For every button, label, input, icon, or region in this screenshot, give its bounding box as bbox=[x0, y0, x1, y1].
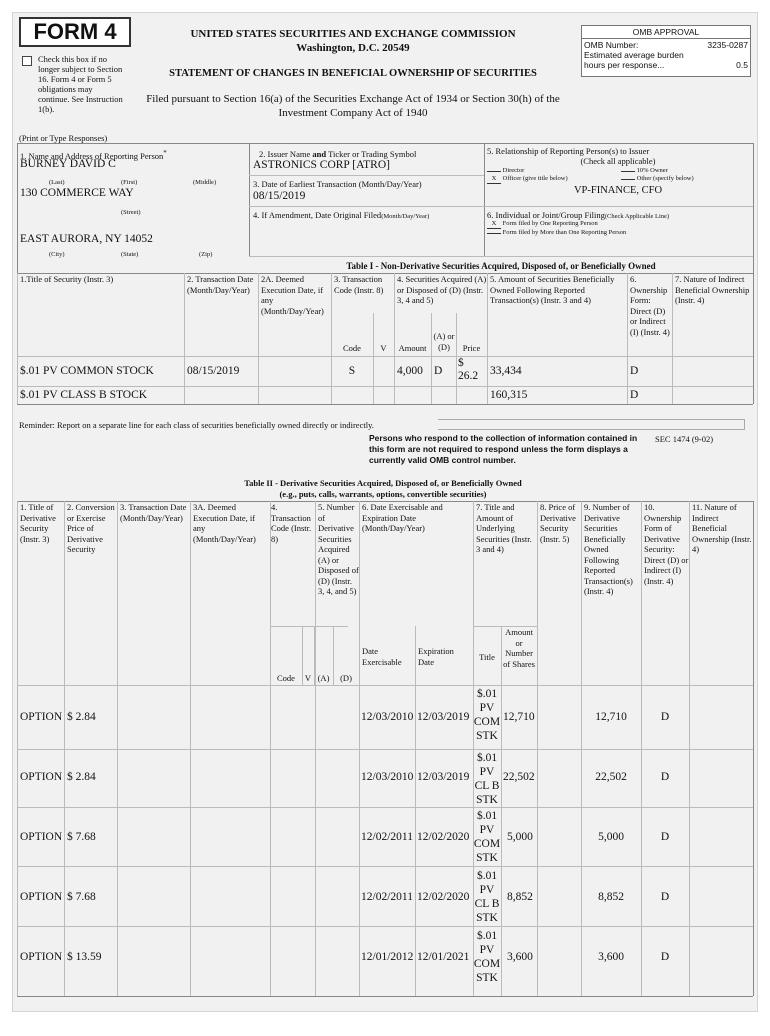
t2-row-underlying: $.01 PV CL B STK bbox=[474, 752, 500, 806]
city-label: (City) bbox=[49, 251, 65, 258]
t2-row-owned: 8,852 bbox=[598, 891, 624, 903]
t2-header-underlying: 7. Title and Amount of Underlying Securities (Instr. 3 and 4) bbox=[476, 502, 532, 554]
t1-sub-a-or-d: (A) or (D) bbox=[433, 331, 455, 352]
ten-percent-owner-option bbox=[621, 167, 668, 175]
t2-row-expiration: 12/03/2019 bbox=[417, 711, 470, 723]
t1-row-code: S bbox=[348, 365, 356, 377]
ten-percent-owner-mark[interactable] bbox=[621, 171, 635, 172]
t2-row-ownership-form: D bbox=[660, 771, 670, 783]
reporting-person-street: 130 COMMERCE WAY bbox=[20, 187, 134, 199]
t2-row-price: $ 2.84 bbox=[67, 771, 96, 783]
t2-row-shares: 12,710 bbox=[503, 711, 535, 723]
t1-row-owned: 160,315 bbox=[490, 389, 528, 401]
no-longer-subject-checkbox[interactable] bbox=[22, 56, 32, 66]
middle-label: (Middle) bbox=[193, 179, 217, 186]
box6-label-small: (Check Applicable Line) bbox=[604, 213, 670, 220]
ten-percent-owner-label: 10% Owner bbox=[636, 167, 668, 174]
t2-row-exercisable: 12/02/2011 bbox=[361, 891, 413, 903]
t2-row-underlying: $.01 PV COM STK bbox=[473, 810, 501, 864]
t2-row-shares: 3,600 bbox=[507, 951, 533, 963]
zip-label: (Zip) bbox=[199, 251, 213, 258]
t2-header-nature: 11. Nature of Indirect Beneficial Ownership (Instr. 4) bbox=[692, 502, 752, 554]
officer-mark[interactable]: X bbox=[487, 175, 501, 184]
t1-sub-price: Price bbox=[462, 343, 481, 353]
t2-row-price: $ 7.68 bbox=[67, 831, 96, 843]
t1-row-a-or-d: D bbox=[434, 365, 443, 377]
t2-row-expiration: 12/03/2019 bbox=[417, 771, 470, 783]
table2-title: Table II - Derivative Securities Acquired, Disposed of, or Beneficially Owned bbox=[244, 478, 522, 488]
t1-header-title: 1.Title of Security (Instr. 3) bbox=[20, 274, 114, 284]
form-4-page bbox=[12, 12, 758, 1012]
earliest-transaction-date: 08/15/2019 bbox=[253, 190, 306, 202]
box3-label: 3. Date of Earliest Transaction (Month/Day/Year) bbox=[253, 179, 422, 189]
t2-sub-code: Code bbox=[277, 673, 295, 683]
box2-label-a: 2. Issuer Name bbox=[259, 149, 311, 159]
omb-hours-label: hours per response... bbox=[584, 60, 665, 70]
t2-row-title: OPTION bbox=[20, 951, 63, 963]
t2-sub-amount-shares: Amount or Number of Shares bbox=[503, 627, 535, 669]
t2-sub-expiration-date: Expiration Date bbox=[418, 646, 454, 667]
t1-sub-code: Code bbox=[343, 343, 361, 353]
box5-label: 5. Relationship of Reporting Person(s) to Issuer bbox=[487, 146, 650, 156]
t2-sub-d: (D) bbox=[340, 673, 352, 683]
t1-header-ownership-form: 6. Ownership Form: Direct (D) or Indirect (I) (Instr. 4) bbox=[630, 274, 670, 337]
t1-header-amount-owned: 5. Amount of Securities Beneficially Owned Following Reported Transaction(s) (Instr. 3 and 4) bbox=[490, 274, 615, 305]
director-mark[interactable] bbox=[487, 171, 501, 172]
last-label: (Last) bbox=[49, 179, 65, 186]
one-reporting-person-mark[interactable]: X bbox=[487, 220, 501, 229]
omb-approval-box bbox=[581, 25, 751, 77]
more-reporting-persons-mark[interactable] bbox=[487, 233, 501, 234]
box2-label bbox=[259, 149, 416, 159]
t2-row-underlying: $.01 PV COM STK bbox=[473, 930, 501, 984]
issuer-name-ticker: ASTRONICS CORP [ATRO] bbox=[253, 159, 390, 171]
t1-row-ownership-form: D bbox=[630, 365, 639, 377]
officer-option bbox=[487, 175, 568, 184]
t2-header-transaction-code: 4. Transaction Code (Instr. 8) bbox=[271, 502, 312, 544]
box1-label-text: 1. Name and Address of Reporting Person bbox=[20, 150, 164, 161]
other-option bbox=[621, 175, 694, 183]
t2-row-title: OPTION bbox=[20, 771, 63, 783]
first-label: (First) bbox=[121, 179, 138, 186]
omb-approval-title: OMB APPROVAL bbox=[582, 26, 750, 39]
t2-row-owned: 3,600 bbox=[598, 951, 624, 963]
box2-label-b: Ticker or Trading Symbol bbox=[328, 149, 417, 159]
director-label: Director bbox=[502, 167, 525, 174]
t2-row-title: OPTION bbox=[20, 891, 63, 903]
t2-header-ownership-form: 10. Ownership Form of Derivative Security: Direct (D) or Indirect (I) (Instr. 4) bbox=[644, 502, 689, 586]
t2-row-expiration: 12/02/2020 bbox=[417, 831, 470, 843]
filed-pursuant-line-1: Filed pursuant to Section 16(a) of the Securities Exchange Act of 1934 or Section 30(h) of the bbox=[146, 93, 560, 105]
t2-row-price: $ 2.84 bbox=[67, 711, 96, 723]
t1-header-deemed-date: 2A. Deemed Execution Date, if any (Month/Day/Year) bbox=[261, 274, 324, 316]
t2-sub-title: Title bbox=[479, 652, 495, 662]
t2-header-conversion-price: 2. Conversion or Exercise Price of Derivative Security bbox=[67, 502, 115, 554]
box4-label bbox=[253, 210, 429, 221]
state-label: (State) bbox=[121, 251, 139, 258]
more-reporting-persons-label: Form filed by More than One Reporting Person bbox=[502, 229, 627, 236]
box6-label bbox=[487, 210, 669, 221]
t1-header-transaction-date: 2. Transaction Date (Month/Day/Year) bbox=[187, 274, 254, 295]
one-reporting-person-option bbox=[487, 220, 598, 229]
t1-row-amount: 4,000 bbox=[397, 365, 423, 377]
t2-row-shares: 8,852 bbox=[507, 891, 533, 903]
filed-pursuant-line-2: Investment Company Act of 1940 bbox=[278, 107, 428, 119]
t2-header-exercisable-expiration: 6. Date Exercisable and Expiration Date (Month/Day/Year) bbox=[362, 502, 443, 533]
t2-sub-date-exercisable: Date Exercisable bbox=[362, 646, 402, 667]
box5-sub: (Check all applicable) bbox=[580, 156, 656, 166]
t1-header-securities-acquired: 4. Securities Acquired (A) or Disposed of (D) (Instr. 3, 4 and 5) bbox=[397, 274, 487, 305]
other-mark[interactable] bbox=[621, 179, 635, 180]
t2-row-expiration: 12/01/2021 bbox=[417, 951, 470, 963]
box6-label-text: 6. Individual or Joint/Group Filing bbox=[487, 210, 605, 220]
box4-label-small: (Month/Day/Year) bbox=[381, 213, 430, 220]
t2-header-price: 8. Price of Derivative Security (Instr. 5) bbox=[540, 502, 576, 544]
reporting-person-name: BURNEY DAVID C bbox=[20, 158, 116, 170]
agency-location: Washington, D.C. 20549 bbox=[296, 42, 410, 54]
t2-sub-v: V bbox=[304, 673, 312, 683]
t2-row-price: $ 7.68 bbox=[67, 891, 96, 903]
reminder-divider bbox=[438, 419, 745, 430]
t2-header-owned: 9. Number of Derivative Securities Beneficially Owned Following Reported Transaction(s) (Instr. 4) bbox=[584, 502, 633, 596]
other-label: Other (specify below) bbox=[636, 175, 694, 182]
t2-header-transaction-date: 3. Transaction Date (Month/Day/Year) bbox=[120, 502, 187, 523]
t2-header-title: 1. Title of Derivative Security (Instr. 3) bbox=[20, 502, 56, 544]
officer-label: Officer (give title below) bbox=[502, 175, 568, 182]
omb-burden-label: Estimated average burden bbox=[584, 50, 684, 60]
statement-title: STATEMENT OF CHANGES IN BENEFICIAL OWNERSHIP OF SECURITIES bbox=[169, 68, 537, 79]
t2-row-shares: 5,000 bbox=[507, 831, 533, 843]
t2-row-exercisable: 12/03/2010 bbox=[361, 771, 414, 783]
director-option bbox=[487, 167, 524, 175]
t2-row-owned: 5,000 bbox=[598, 831, 624, 843]
form-title-box bbox=[19, 17, 131, 47]
box1-asterisk: * bbox=[163, 149, 167, 157]
t2-row-owned: 12,710 bbox=[595, 711, 627, 723]
t2-row-shares: 22,502 bbox=[503, 771, 535, 783]
t1-header-transaction-code: 3. Transaction Code (Instr. 8) bbox=[334, 274, 384, 295]
t2-row-title: OPTION bbox=[20, 831, 63, 843]
t2-row-exercisable: 12/02/2011 bbox=[361, 831, 413, 843]
t1-row-title: $.01 PV COMMON STOCK bbox=[20, 365, 154, 377]
t2-row-ownership-form: D bbox=[660, 951, 670, 963]
print-note: (Print or Type Responses) bbox=[19, 133, 108, 143]
officer-title: VP-FINANCE, CFO bbox=[573, 185, 663, 196]
t1-header-nature: 7. Nature of Indirect Beneficial Ownership (Instr. 4) bbox=[675, 274, 750, 305]
persons-notice: Persons who respond to the collection of information contained in this form are not required to respond unless the form displays a currently valid OMB control number. bbox=[369, 433, 638, 465]
sec-code: SEC 1474 (9-02) bbox=[655, 434, 714, 444]
t2-row-exercisable: 12/03/2010 bbox=[361, 711, 414, 723]
t2-row-ownership-form: D bbox=[660, 891, 670, 903]
t1-sub-amount: Amount bbox=[398, 343, 427, 353]
omb-hours: 0.5 bbox=[736, 60, 748, 70]
t2-row-underlying: $.01 PV COM STK bbox=[473, 688, 501, 742]
t2-row-underlying: $.01 PV CL B STK bbox=[474, 870, 500, 924]
more-reporting-persons-option bbox=[487, 229, 626, 237]
box2-label-and: and bbox=[312, 149, 327, 159]
t2-sub-a: (A) bbox=[317, 673, 330, 683]
checkbox-instruction-text: Check this box if no longer subject to Section 16. Form 4 or Form 5 obligations may continue. See Instruction 1(b). bbox=[38, 54, 123, 114]
reminder-text: Reminder: Report on a separate line for each class of securities beneficially owned directly or indirectly. bbox=[19, 420, 374, 430]
t2-header-deemed-date: 3A. Deemed Execution Date, if any (Month/Day/Year) bbox=[193, 502, 256, 544]
one-reporting-person-label: Form filed by One Reporting Person bbox=[502, 220, 598, 227]
table2-subtitle: (e.g., puts, calls, warrants, options, convertible securities) bbox=[279, 489, 487, 499]
t2-row-ownership-form: D bbox=[660, 711, 670, 723]
t2-header-derivative-number: 5. Number of Derivative Securities Acquired (A) or Disposed of (D) (Instr. 3, 4, and 5) bbox=[318, 502, 359, 596]
reporting-person-city-state-zip: EAST AURORA, NY 14052 bbox=[20, 233, 153, 245]
t1-row-date: 08/15/2019 bbox=[187, 365, 240, 377]
t1-row-owned: 33,434 bbox=[490, 365, 522, 377]
t2-row-ownership-form: D bbox=[660, 831, 670, 843]
t2-row-price: $ 13.59 bbox=[67, 951, 102, 963]
street-label: (Street) bbox=[121, 209, 141, 216]
t2-row-expiration: 12/02/2020 bbox=[417, 891, 470, 903]
t2-row-owned: 22,502 bbox=[595, 771, 627, 783]
omb-number-label: OMB Number: bbox=[584, 40, 639, 50]
t1-row-price: $ 26.2 bbox=[458, 357, 479, 382]
form-title: FORM 4 bbox=[33, 19, 117, 44]
omb-number: 3235-0287 bbox=[707, 40, 748, 50]
box4-label-text: 4. If Amendment, Date Original Filed bbox=[253, 210, 382, 220]
t1-sub-v: V bbox=[380, 343, 387, 353]
agency-name: UNITED STATES SECURITIES AND EXCHANGE COMMISSION bbox=[190, 28, 516, 40]
t1-row-title: $.01 PV CLASS B STOCK bbox=[20, 389, 148, 401]
t1-row-ownership-form: D bbox=[630, 389, 639, 401]
t2-row-exercisable: 12/01/2012 bbox=[361, 951, 414, 963]
table1-title: Table I - Non-Derivative Securities Acquired, Disposed of, or Beneficially Owned bbox=[346, 261, 656, 271]
t2-row-title: OPTION bbox=[20, 711, 63, 723]
